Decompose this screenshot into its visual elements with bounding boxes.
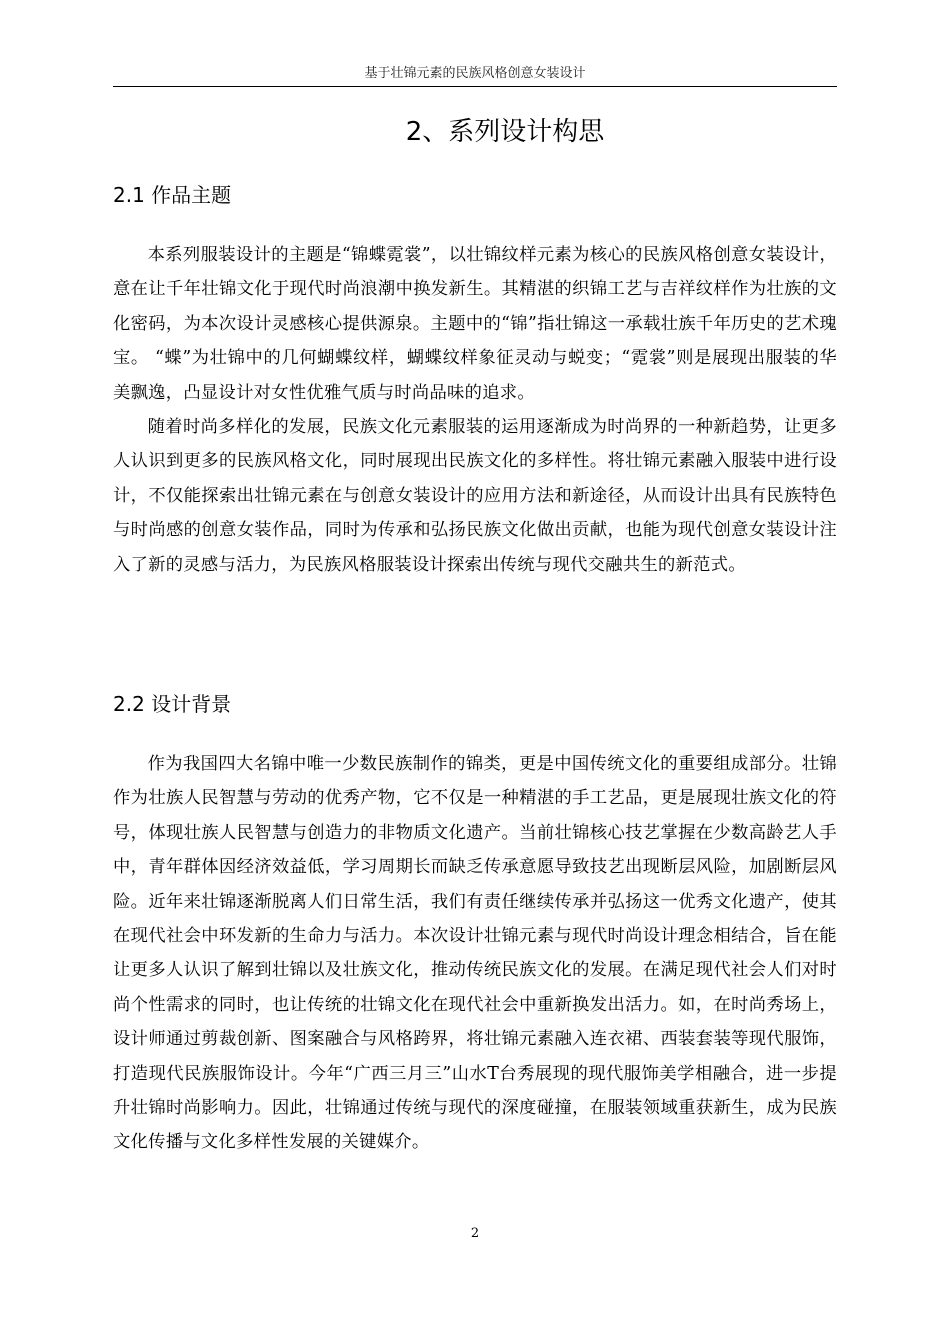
section-body-theme bbox=[113, 238, 837, 582]
paragraph: 随着时尚多样化的发展，民族文化元素服装的运用逐渐成为时尚界的一种新趋势，让更多人认识到更多的民族风格文化，同时展现出民族文化的多样性。将壮锦元素融入服装中进行设计，不仅能探索出壮锦元素在与创意女装设计的应用方法和新途径，从而设计出具有民族特色与时尚感的创意女装作品，同时为传承和弘扬民族文化做出贡献，也能为现代创意女装设计注入了新的灵感与活力，为民族风格服装设计探索出传统与现代交融共生的新范式。 bbox=[113, 417, 837, 575]
section-body-background bbox=[113, 747, 837, 1160]
paragraph: 本系列服装设计的主题是“锦蝶霓裳”，以壮锦纹样元素为核心的民族风格创意女装设计，意在让千年壮锦文化于现代时尚浪潮中换发新生。其精湛的织锦工艺与吉祥纹样作为壮族的文化密码，为本次设计灵感核心提供源泉。主题中的“锦”指壮锦这一承载壮族千年历史的艺术瑰宝。 “蝶”为壮锦中的几何蝴蝶纹样，蝴蝶纹样象征灵动与蜕变；“霓裳”则是展现出服装的华美飘逸，凸显设计对女性优雅气质与时尚品味的追求。 bbox=[113, 245, 837, 403]
paragraph: 作为我国四大名锦中唯一少数民族制作的锦类，更是中国传统文化的重要组成部分。壮锦作为壮族人民智慧与劳动的优秀产物，它不仅是一种精湛的手工艺品，更是展现壮族文化的符号，体现壮族人民智慧与创造力的非物质文化遗产。当前壮锦核心技艺掌握在少数高龄艺人手中，青年群体因经济效益低，学习周期长而缺乏传承意愿导致技艺出现断层风险，加剧断层风险。近年来壮锦逐渐脱离人们日常生活，我们有责任继续传承并弘扬这一优秀文化遗产，使其在现代社会中环发新的生命力与活力。本次设计壮锦元素与现代时尚设计理念相结合，旨在能让更多人认识了解到壮锦以及壮族文化，推动传统民族文化的发展。在满足现代社会人们对时尚个性需求的同时，也让传统的壮锦文化在现代社会中重新换发出活力。如，在时尚秀场上，设计师通过剪裁创新、图案融合与风格跨界，将壮锦元素融入连衣裙、西装套装等现代服饰，打造现代民族服饰设计。今年“广西三月三”山水T台秀展现的现代服饰美学相融合，进一步提升壮锦时尚影响力。因此，壮锦通过传统与现代的深度碰撞，在服装领域重获新生，成为民族文化传播与文化多样性发展的关键媒介。 bbox=[113, 754, 837, 1153]
running-header: 基于壮锦元素的民族风格创意女装设计 bbox=[364, 66, 586, 81]
page-number: 2 bbox=[470, 1226, 480, 1241]
section-heading-theme: 2.1 作品主题 bbox=[113, 183, 232, 207]
section-heading-background: 2.2 设计背景 bbox=[113, 692, 232, 716]
header-rule bbox=[113, 86, 837, 87]
chapter-title: 2、系列设计构思 bbox=[405, 117, 605, 147]
